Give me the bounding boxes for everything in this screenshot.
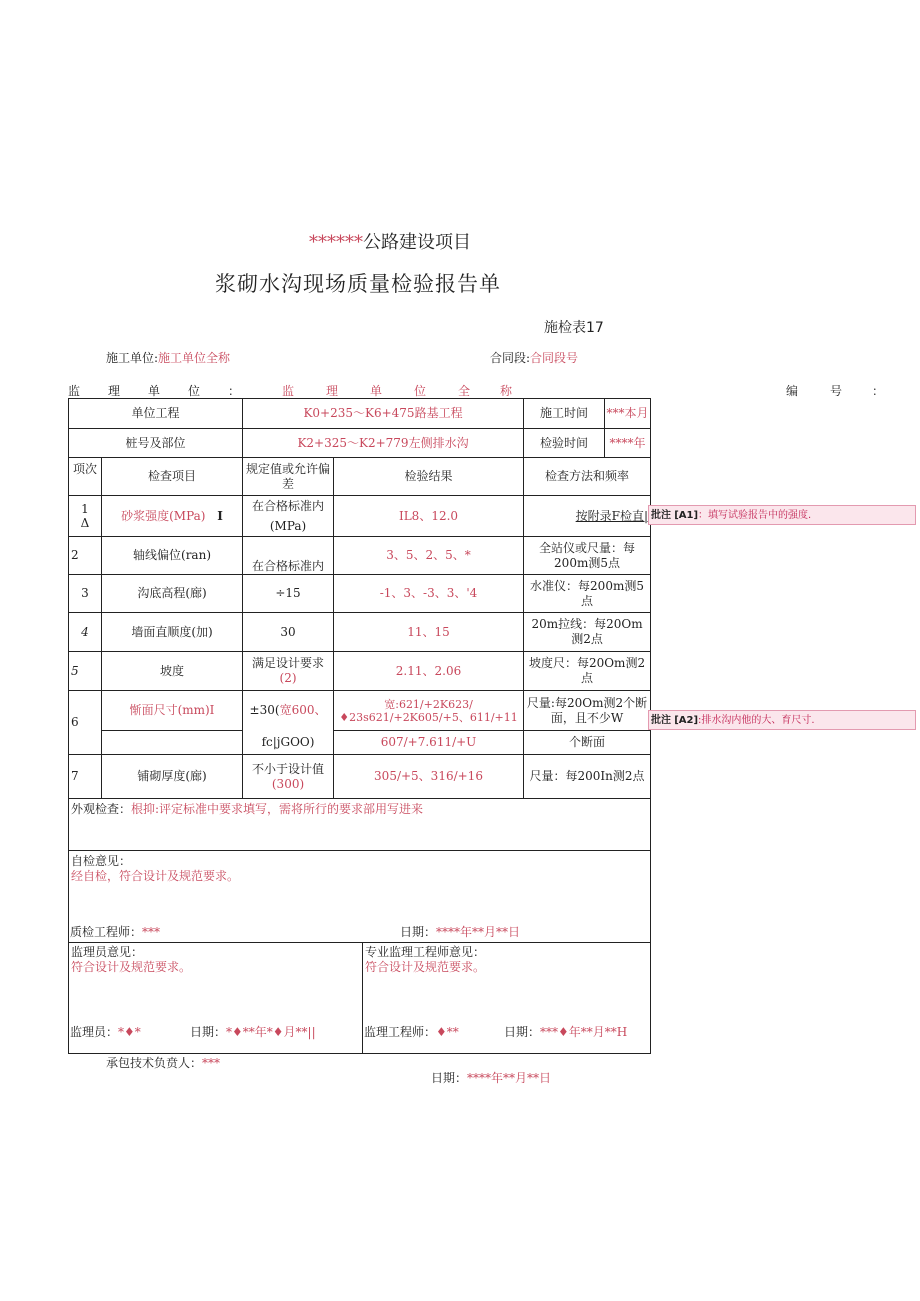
row-spec: 在合格标准内 xyxy=(243,537,334,575)
engineer-opinion-value[interactable]: 符合设计及规范要求。 xyxy=(365,960,486,974)
row-result[interactable]: 3、5、2、5、* xyxy=(334,537,524,575)
station-value[interactable]: K2+325～K2+779左侧排水沟 xyxy=(243,429,524,458)
engineer-opinion: 专业监理工程师意见： 符合设计及规范要求。 监理工程师：♦** 日期：***♦年**月**H xyxy=(363,943,650,1053)
row-spec-cont: fc|jGOO) xyxy=(243,731,334,755)
col-header-no: 项次 xyxy=(69,458,102,496)
table-row xyxy=(69,496,651,537)
section-field: 合同段:合同段号 xyxy=(490,351,579,365)
supervisor-opinion: 监理员意见： 符合设计及规范要求。 监理员：*♦* 日期：*♦**年*♦月**|| xyxy=(69,943,363,1053)
contractor-value[interactable]: 施工单位全称 xyxy=(158,351,231,365)
row-spec: ±30(宽600、 xyxy=(243,691,334,731)
col-header-method: 检查方法和频率 xyxy=(524,458,651,496)
form-number: 施检表17 xyxy=(544,320,604,336)
row-no: 6 xyxy=(69,691,102,755)
comment-a1[interactable]: 批注 [A1]：填写试验报告中的强度. xyxy=(648,505,916,525)
row-item: 沟底高程(廊) xyxy=(102,575,243,613)
row-method: 20m拉线：每20Om测2点 xyxy=(524,613,651,652)
row-item: 轴线偏位(ran) xyxy=(102,537,243,575)
row-method: 水准仪：每200m测5点 xyxy=(524,575,651,613)
row-method: 尺量：每200In测2点 xyxy=(524,755,651,799)
col-header-result: 检验结果 xyxy=(334,458,524,496)
table-row xyxy=(69,755,651,799)
project-title: ******公路建设项目 xyxy=(309,232,471,253)
opinion-cell xyxy=(69,943,651,1054)
table-row xyxy=(69,613,651,652)
appearance-cell: 外观检查：根抑:评定标准中要求填写，需将所行的要求部用写进来 xyxy=(69,799,651,851)
row-spec: 不小于设计值 (300) xyxy=(243,755,334,799)
row-result[interactable]: IL8、12.0 xyxy=(334,496,524,537)
row-spec: ÷15 xyxy=(243,575,334,613)
comment-a2[interactable]: 批注 [A2]:排水沟内他的大、育尺寸. xyxy=(648,710,916,730)
row-no: 2 xyxy=(69,537,102,575)
opinion-row xyxy=(69,943,651,1054)
construction-time-value[interactable]: ***本月 xyxy=(606,406,649,420)
col-header-spec: 规定值或允许偏差 xyxy=(243,458,334,496)
row-method: 按附录F检直| xyxy=(524,496,651,537)
self-check-value[interactable]: 经自检，符合设计及规范要求。 xyxy=(71,869,240,883)
col-header-item: 检查项目 xyxy=(102,458,243,496)
inspection-time-cell xyxy=(524,429,651,458)
column-header-row xyxy=(69,458,651,496)
row-item: 墙面直顺度(加) xyxy=(102,613,243,652)
row-method: 尺量:每20Om测2个断面，且不少W xyxy=(524,691,651,731)
table-row xyxy=(69,691,651,731)
row-no: 3 xyxy=(69,575,102,613)
inspection-time-value[interactable]: ****年 xyxy=(609,436,646,450)
row-no: 7 xyxy=(69,755,102,799)
row-method: 坡度尺：每20Om测2点 xyxy=(524,652,651,691)
inspection-time-label: 检验时间 xyxy=(524,429,605,457)
row-item-cont xyxy=(102,731,243,755)
row-result-cont[interactable]: 607/+7.611/+U xyxy=(334,731,524,755)
row-no: 1 Δ xyxy=(69,496,102,537)
contractor-tech-lead: 承包技术负贲人：*** xyxy=(106,1056,221,1070)
unit-project-value[interactable]: K0+235～K6+475路基工程 xyxy=(243,399,524,429)
row-item: 惭面尺寸(mm)I xyxy=(102,691,243,731)
table-row xyxy=(69,652,651,691)
appearance-value[interactable]: 根抑:评定标准中要求填写，需将所行的要求部用写进来 xyxy=(131,802,424,816)
row-method-cont: 个断面 xyxy=(524,731,651,755)
section-value[interactable]: 合同段号 xyxy=(530,351,579,365)
inspection-table xyxy=(68,398,651,1054)
footer-date: 日期：****年**月**日 xyxy=(431,1071,552,1085)
station-label: 桩号及部位 xyxy=(69,429,243,458)
construction-time-cell xyxy=(524,399,651,429)
row-result[interactable]: -1、3、-3、3、'4 xyxy=(334,575,524,613)
info-row-2 xyxy=(69,429,651,458)
row-result[interactable]: 2.11、2.06 xyxy=(334,652,524,691)
row-result[interactable]: 宽:621/+2K623/♦23s621/+2K605/+5、611/+11 xyxy=(334,691,524,731)
row-result[interactable]: 11、15 xyxy=(334,613,524,652)
info-row-1 xyxy=(69,399,651,429)
table-row xyxy=(69,575,651,613)
project-name-masked: ****** xyxy=(309,232,363,253)
row-spec: 满足设计要求 (2) xyxy=(243,652,334,691)
self-check-row xyxy=(69,851,651,943)
report-title: 浆砌水沟现场质量检验报告单 xyxy=(215,272,501,296)
table-row xyxy=(69,731,651,755)
construction-time-label: 施工时间 xyxy=(524,399,605,428)
row-method: 全站仪或尺量：每200m测5点 xyxy=(524,537,651,575)
row-no: 5 xyxy=(69,652,102,691)
contractor-field: 施工单位:施工单位全称 xyxy=(106,351,231,365)
row-item: 铺砌厚度(廊) xyxy=(102,755,243,799)
self-check-date: 日期：****年**月**日 xyxy=(400,925,521,939)
row-item: 坡度 xyxy=(102,652,243,691)
row-item: 砂浆强度(MPa) I xyxy=(102,496,243,537)
row-no: 4 xyxy=(69,613,102,652)
table-row xyxy=(69,537,651,575)
row-result[interactable]: 305/+5、316/+16 xyxy=(334,755,524,799)
row-spec: 30 xyxy=(243,613,334,652)
appearance-row xyxy=(69,799,651,851)
row-spec: 在合格标准内(MPa) xyxy=(243,496,334,537)
supervisor-opinion-value[interactable]: 符合设计及规范要求。 xyxy=(71,960,192,974)
qc-engineer: 质检工程师：*** xyxy=(70,925,161,939)
unit-project-label: 单位工程 xyxy=(69,399,243,429)
self-check-cell: 自检意见： 经自检，符合设计及规范要求。 质检工程师：*** 日期：****年**月**日 xyxy=(69,851,651,943)
